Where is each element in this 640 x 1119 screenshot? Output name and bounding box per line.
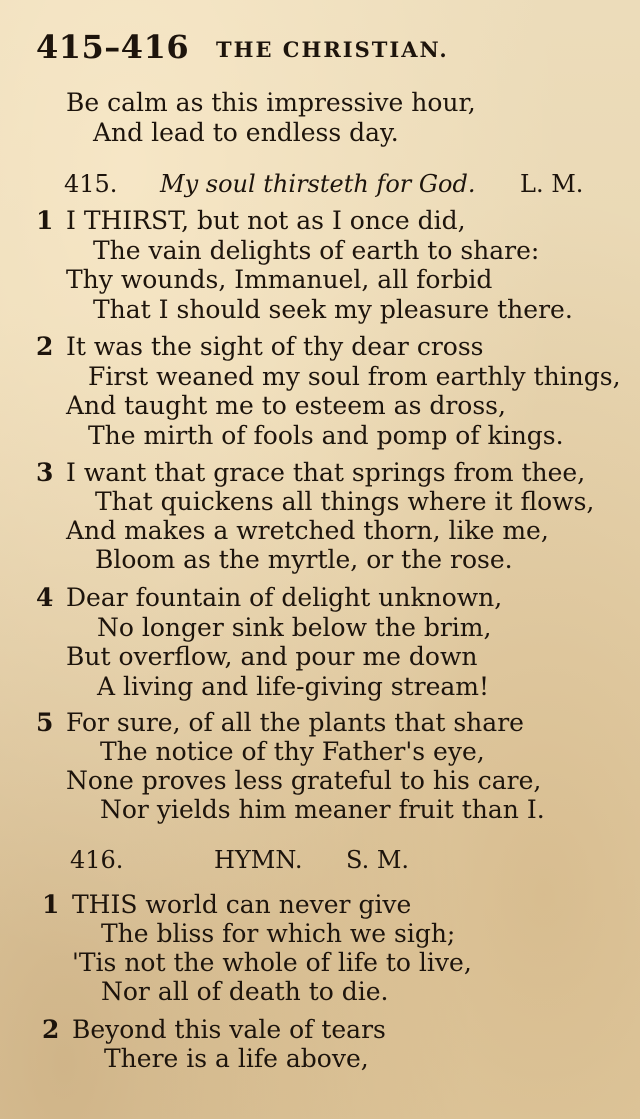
verse-line: For sure, of all the plants that share [66, 708, 524, 737]
page-header [36, 28, 620, 68]
stanza-number: 1 [42, 890, 60, 919]
verse-line: But overflow, and pour me down [66, 642, 478, 671]
verse-line: It was the sight of thy dear cross [66, 332, 484, 361]
stanza-number: 5 [36, 708, 54, 737]
verse-line: None proves less grateful to his care, [66, 766, 542, 795]
verse-line: Nor all of death to die. [101, 977, 389, 1006]
verse-line: No longer sink below the brim, [97, 613, 492, 642]
verse-line: Nor yields him meaner fruit than I. [100, 795, 545, 824]
hymn-415-meter: L. M. [520, 170, 584, 198]
verse-line: And makes a wretched thorn, like me, [66, 516, 549, 545]
hymn-415-title [160, 169, 475, 199]
verse-line: I THIRST, but not as I once did, [66, 206, 466, 235]
stanza-number: 2 [42, 1015, 60, 1044]
stanza-number: 2 [36, 332, 54, 361]
verse-line: The notice of thy Father's eye, [100, 737, 485, 766]
verse-line: 'Tis not the whole of life to live, [72, 948, 472, 977]
verse-line: That I should seek my pleasure there. [93, 295, 573, 324]
carryover-line-2: And lead to endless day. [93, 118, 399, 147]
verse-line: I want that grace that springs from thee, [66, 458, 586, 487]
verse-line: Bloom as the myrtle, or the rose. [95, 545, 513, 574]
verse-line: Beyond this vale of tears [72, 1015, 386, 1044]
verse-line: There is a life above, [104, 1044, 369, 1073]
hymn-415-number: 415. [64, 170, 118, 198]
hymn-416-number: 416. [70, 846, 124, 874]
page-numbers: 415–416 [36, 28, 190, 66]
verse-line: A living and life-giving stream! [97, 672, 490, 701]
stanza-number: 3 [36, 458, 54, 487]
hymn-415-title-text: My soul thirsteth for God. [160, 170, 476, 198]
verse-line: First weaned my soul from earthly things, [88, 362, 621, 391]
verse-line: That quickens all things where it flows, [95, 487, 595, 516]
verse-line: Thy wounds, Immanuel, all forbid [66, 265, 493, 294]
verse-line: The mirth of fools and pomp of kings. [88, 421, 564, 450]
verse-line: The bliss for which we sigh; [101, 919, 456, 948]
hymn-416-title: HYMN. [214, 846, 303, 874]
hymn-416-meter: S. M. [346, 846, 410, 874]
verse-line: And taught me to esteem as dross, [66, 391, 506, 420]
verse-line: Dear fountain of delight unknown, [66, 583, 503, 612]
verse-line: THIS world can never give [72, 890, 412, 919]
verse-line: The vain delights of earth to share: [93, 236, 540, 265]
running-title: THE CHRISTIAN. [216, 37, 449, 62]
carryover-line-1: Be calm as this impressive hour, [66, 88, 476, 117]
stanza-number: 1 [36, 206, 54, 235]
stanza-number: 4 [36, 583, 54, 612]
